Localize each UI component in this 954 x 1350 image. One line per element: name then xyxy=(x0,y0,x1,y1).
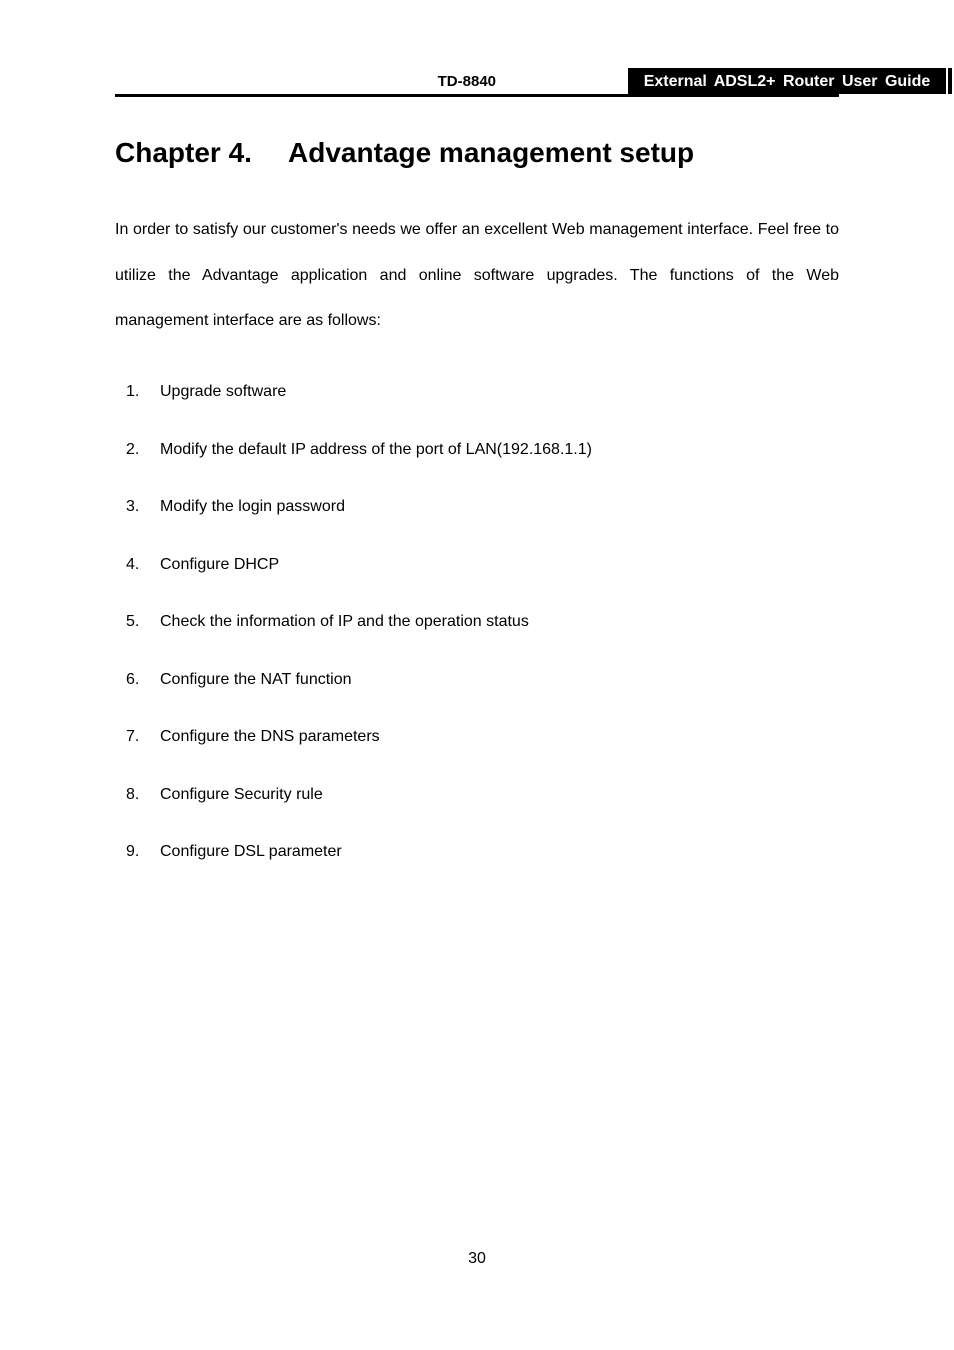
list-item-number: 1. xyxy=(126,383,140,400)
chapter-title: Advantage management setup xyxy=(288,137,695,168)
list-item-number: 9. xyxy=(126,843,140,860)
list-item-text: Modify the default IP address of the port of LAN(192.168.1.1) xyxy=(160,441,592,458)
list-item-number: 6. xyxy=(126,671,140,688)
list-item-number: 7. xyxy=(126,728,140,745)
intro-paragraph: In order to satisfy our customer's needs we offer an excellent Web management interface. Feel free to utilize the Advantage application and online software upgrades. The functions of the Web management interface are as follows: xyxy=(115,221,839,329)
list-item-text: Check the information of IP and the operation status xyxy=(160,613,529,630)
chapter-number: Chapter 4. xyxy=(115,137,252,168)
list-item-text: Configure Security rule xyxy=(160,786,323,803)
list-item-text: Configure DHCP xyxy=(160,556,280,573)
list-item-text: Configure the DNS parameters xyxy=(160,728,380,745)
list-item-number: 2. xyxy=(126,441,140,458)
list-item-number: 8. xyxy=(126,786,140,803)
list-item-text: Modify the login password xyxy=(160,498,345,515)
header-model: TD-8840 xyxy=(437,73,496,90)
list-item-number: 4. xyxy=(126,556,140,573)
list-item-text: Configure the NAT function xyxy=(160,671,352,688)
chapter-heading xyxy=(115,134,694,172)
header-bar-decoration xyxy=(948,68,952,94)
page-number: 30 xyxy=(468,1250,486,1267)
list-item-text: Configure DSL parameter xyxy=(160,843,342,860)
list-item-number: 5. xyxy=(126,613,140,630)
list-item-number: 3. xyxy=(126,498,140,515)
page-header xyxy=(115,68,931,97)
header-guide-title: External ADSL2+ Router User Guide xyxy=(628,68,946,94)
list-item-text: Upgrade software xyxy=(160,383,287,400)
